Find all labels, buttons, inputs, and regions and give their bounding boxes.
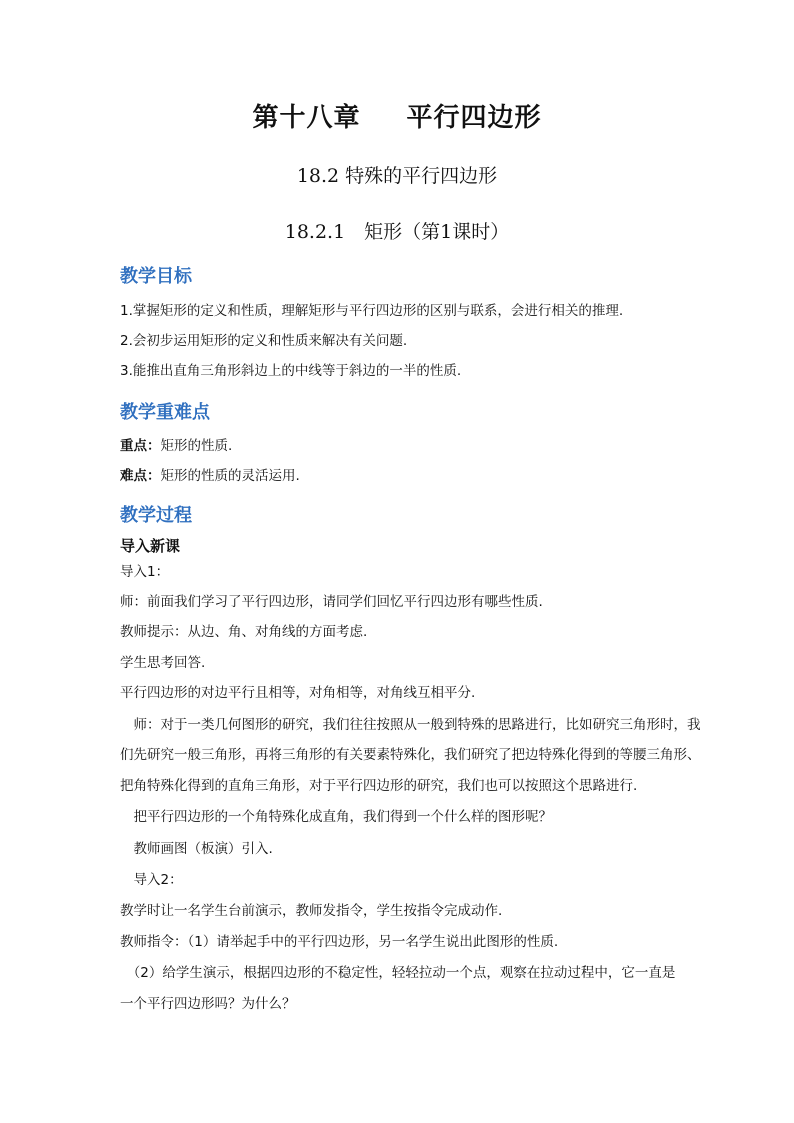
paragraph-line: 教师提示：从边、角、对角线的方面考虑. <box>120 624 368 640</box>
key-points-heading: 教学重难点 <box>120 402 210 423</box>
key-point-label: 重点： <box>120 438 161 454</box>
paragraph-line: 师：前面我们学习了平行四边形，请同学们回忆平行四边形有哪些性质. <box>120 594 543 610</box>
section-title: 18.2 特殊的平行四边形 <box>296 165 498 187</box>
objective-item: 3.能推出直角三角形斜边上的中线等于斜边的一半的性质. <box>120 363 462 379</box>
paragraph-line: 一个平行四边形吗？为什么？ <box>120 996 296 1012</box>
objective-item: 1.掌握矩形的定义和性质，理解矩形与平行四边形的区别与联系，会进行相关的推理. <box>120 303 624 319</box>
paragraph-line: 师：对于一类几何图形的研究，我们往往按照从一般到特殊的思路进行，比如研究三角形时，我 <box>120 717 701 733</box>
process-subheading: 导入新课 <box>120 537 181 555</box>
difficult-point-line <box>120 467 300 485</box>
subsection-title: 18.2.1 矩形（第1课时） <box>284 221 510 243</box>
paragraph-line: 们先研究一般三角形，再将三角形的有关要素特殊化，我们研究了把边特殊化得到的等腰三角形、 <box>120 747 701 763</box>
paragraph-line: 教师指令：（1）请举起手中的平行四边形，另一名学生说出此图形的性质. <box>120 934 559 950</box>
key-point-text: 矩形的性质. <box>160 438 233 454</box>
paragraph-line: 教师画图（板演）引入. <box>120 841 273 857</box>
chapter-number: 第十八章 <box>252 103 361 133</box>
process-heading: 教学过程 <box>120 505 192 526</box>
paragraph-line: 学生思考回答. <box>120 655 206 671</box>
paragraph-line: 把平行四边形的一个角特殊化成直角，我们得到一个什么样的图形呢？ <box>120 809 552 825</box>
paragraph-line: 教学时让一名学生台前演示，教师发指令，学生按指令完成动作. <box>120 903 503 919</box>
paragraph-line: 把角特殊化得到的直角三角形，对于平行四边形的研究，我们也可以按照这个思路进行. <box>120 778 638 794</box>
key-point-line <box>120 437 232 455</box>
paragraph-line: 导入2： <box>120 872 183 888</box>
chapter-title <box>0 97 794 134</box>
paragraph-line: 平行四边形的对边平行且相等，对角相等，对角线互相平分. <box>120 685 476 701</box>
paragraph-line: （2）给学生演示，根据四边形的不稳定性，轻轻拉动一个点，观察在拉动过程中，它一直是 <box>120 965 676 981</box>
paragraph-line: 导入1： <box>120 564 170 580</box>
chapter-name: 平行四边形 <box>406 103 542 133</box>
objective-item: 2.会初步运用矩形的定义和性质来解决有关问题. <box>120 333 408 349</box>
difficult-point-label: 难点： <box>120 468 161 484</box>
difficult-point-text: 矩形的性质的灵活运用. <box>160 468 300 484</box>
objectives-heading: 教学目标 <box>120 266 192 287</box>
